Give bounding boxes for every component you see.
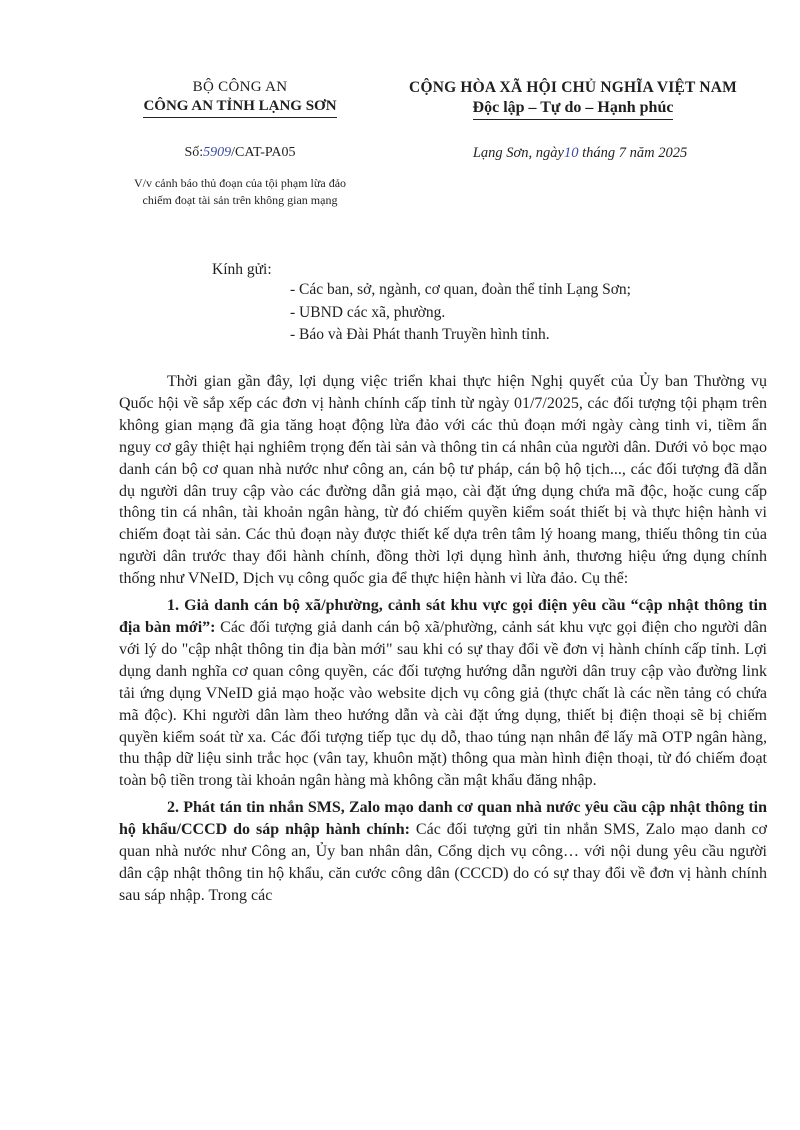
section-2-paragraph — [119, 797, 767, 907]
document-number — [118, 145, 362, 161]
date-prefix: Lạng Sơn, ngày — [472, 145, 564, 161]
issuing-agency: CÔNG AN TỈNH LẠNG SƠN — [143, 97, 336, 118]
issuing-agency-block — [118, 78, 362, 118]
motto: Độc lập – Tự do – Hạnh phúc — [473, 97, 674, 120]
section-1-title: 1. Giả danh cán bộ xã/phường, cảnh sát khu vực gọi điện yêu cầu “cập nhật thông tin địa bàn mới”: — [119, 597, 767, 636]
recipient-item: - UBND các xã, phường. — [290, 303, 446, 321]
nation-title: CỘNG HÒA XÃ HỘI CHỦ NGHĨA VIỆT NAM — [409, 79, 737, 96]
intro-paragraph: Thời gian gần đây, lợi dụng việc triển khai thực hiện Nghị quyết của Ủy ban Thường vụ Quốc hội về sắp xếp các đơn vị hành chính cấp tỉnh từ ngày 01/7/2025, các đối tượng tội phạm trên không gian mạng đã gia tăng hoạt động lừa đảo với các thủ đoạn mới ngày càng tinh vi, tiềm ẩn nguy cơ gây thiệt hại nghiêm trọng đến tài sản và thông tin cá nhân của người dân. Dưới vỏ bọc mạo danh cán bộ cơ quan nhà nước như công an, cán bộ tư pháp, cán bộ hộ tịch..., các đối tượng đã dẫn dụ người dân truy cập vào các đường dẫn giả mạo, cài đặt ứng dụng chứa mã độc, hoặc cung cấp thông tin cá nhân, tài khoản ngân hàng, từ đó chiếm quyền kiểm soát thiết bị và thực hiện hành vi chiếm đoạt tài sản. Các thủ đoạn này được thiết kế dựa trên tâm lý hoang mang, thiếu thông tin của người dân trước thay đổi hành chính, đồng thời lợi dụng hình ảnh, thương hiệu ứng dụng chính thống như VNeID, Dịch vụ công quốc gia để thực hiện hành vi lừa đảo. Cụ thể: — [119, 373, 767, 588]
recipients-label: Kính gửi: — [212, 261, 272, 278]
section-1-text: Các đối tượng giả danh cán bộ xã/phường, cảnh sát khu vực gọi điện cho người dân với lý do "cập nhật thông tin địa bàn mới" sau khi có sự thay đổi về đơn vị hành chính cấp tỉnh. Lợi dụng danh nghĩa cơ quan công quyền, các đối tượng hướng dẫn người dân truy cập vào đường link tải ứng dụng VNeID giả mạo hoặc vào website dịch vụ công giả (thực chất là các nền tảng có chứa mã độc). Khi người dân làm theo hướng dẫn và cài đặt ứng dụng, thiết bị điện thoại sẽ bị chiếm quyền kiểm soát từ xa. Các đối tượng tiếp tục dụ dỗ, thao túng nạn nhân để lấy mã OTP ngân hàng, thu thập dữ liệu sinh trắc học (vân tay, khuôn mặt) thông qua màn hình điện thoại, từ đó chiếm đoạt toàn bộ tiền trong tài khoản ngân hàng mà không cần mật khẩu đăng nhập. — [119, 618, 767, 790]
doc-number-handwritten: 5909 — [203, 145, 232, 160]
date-suffix: tháng 7 năm 2025 — [578, 145, 688, 161]
section-1-paragraph — [119, 595, 767, 792]
subject-line: V/v cảnh báo thủ đoạn của tội phạm lừa đảo chiếm đoạt tài sản trên không gian mạng — [133, 176, 347, 207]
date-day-handwritten: 10 — [563, 145, 579, 161]
section-2-title: 2. Phát tán tin nhắn SMS, Zalo mạo danh cơ quan nhà nước yêu cầu cập nhật thông tin hộ khẩu/CCCD do sáp nhập hành chính: — [119, 799, 767, 839]
recipients-list — [290, 279, 631, 347]
document-body — [119, 371, 767, 907]
parent-agency: BỘ CÔNG AN — [192, 79, 288, 95]
recipient-item: - Các ban, sở, ngành, cơ quan, đoàn thể tỉnh Lạng Sơn; — [290, 281, 631, 298]
doc-number-suffix: /CAT-PA05 — [231, 145, 296, 160]
national-motto-block — [378, 78, 768, 120]
doc-number-prefix: Số: — [184, 145, 204, 160]
date-line — [400, 145, 760, 162]
recipient-item: - Báo và Đài Phát thanh Truyền hình tỉnh. — [290, 326, 550, 343]
section-2-text: Các đối tượng gửi tin nhắn SMS, Zalo mạo danh cơ quan nhà nước như Công an, Ủy ban nhân dân, Cổng dịch vụ công… với nội dung yêu cầu người dân cập nhật thông tin hộ khẩu, căn cước công dân (CCCD) do có sự thay đổi về đơn vị hành chính sau sáp nhập. Trong các — [119, 821, 768, 904]
